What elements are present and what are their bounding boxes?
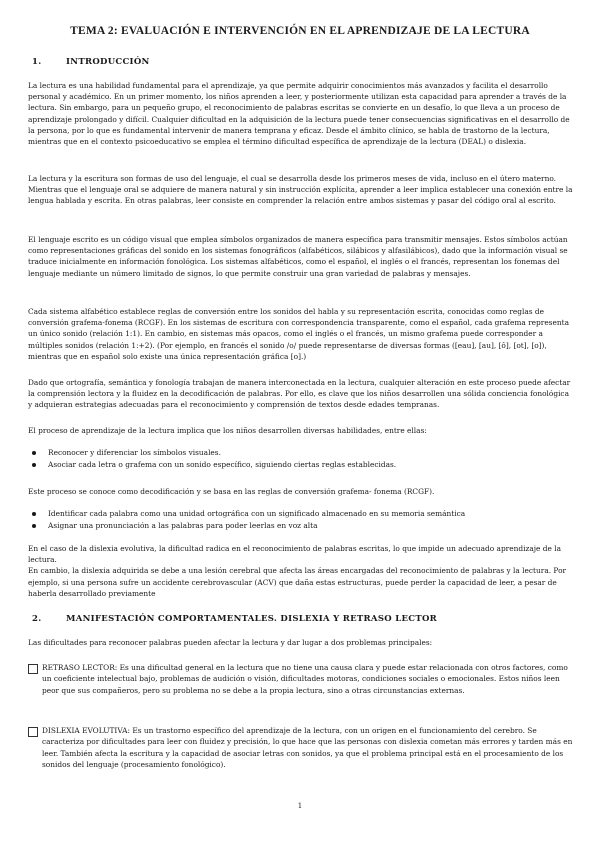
paragraph-8a-text: En el caso de la dislexia evolutiva, la dificultad radica en el reconocimiento de palabras escritas, lo que impide un adecuado aprendizaje de la lectura. (28, 544, 561, 565)
section-1-number: 1. (32, 57, 42, 67)
paragraph-5 (28, 377, 574, 411)
paragraph-8b-text: En cambio, la dislexia adquirida se debe a una lesión cerebral que afecta las áreas encargadas del reconocimiento de palabras y la lectura. Por ejemplo, si una persona sufre un accidente cerebrovascular (ACV) que daña estas estructuras, puede perder la capacidad de leer, a pesar de haberla desarrollado previamente (28, 566, 567, 598)
bullet-icon (32, 512, 36, 516)
paragraph-1-text: La lectura es una habilidad fundamental para el aprendizaje, ya que permite adquirir conocimientos más avanzados y facilita el desarrollo personal y académico. En un primer momento, los niños aprenden a leer, y posteriormente utilizan esta capacidad para aprender a través de la lectura. Sin embargo, para un pequeño grupo, el reconocimiento de palabras escritas se convierte en un desafío, lo que lleva a un proceso de aprendizaje prolongado y difícil. Cualquier dificultad en la adquisición de la lectura puede tener consecuencias significativas en el desarrollo de la persona, por lo que es fundamental intervenir de manera temprana y eficaz. Desde el ámbito clínico, se habla de trastorno de la lectura, mientras que en el contexto psicoeducativo se emplea el término dificultad específica de aprendizaje de la lectura (DEAL) o dislexia. (28, 81, 570, 147)
paragraph-6-text: El proceso de aprendizaje de la lectura implica que los niños desarrollen diversas habilidades, entre ellas: (28, 426, 427, 435)
checklist-item-dislexia-evolutiva (28, 725, 574, 771)
document-title: TEMA 2: EVALUACIÓN E INTERVENCIÓN EN EL APRENDIZAJE DE LA LECTURA (70, 25, 530, 37)
checklist-item-retraso-lector (28, 662, 574, 696)
paragraph-4 (28, 306, 574, 362)
section-2-intro (28, 637, 574, 648)
paragraph-2 (28, 173, 574, 207)
list-item (28, 459, 574, 471)
paragraph-3-text: El lenguaje escrito es un código visual que emplea símbolos organizados de manera específica para transmitir mensajes. Estos símbolos actúan como representaciones gráficas del sonido en los sistemas fonográficos (alfabéticos, silábicos y alfasilábicos), dado que la información visual se traduce inicialmente en información fonológica. Los sistemas alfabéticos, como el español, el inglés o el francés, representan los fonemas del lenguaje mediante un número limitado de signos, lo que permite construir una gran variedad de palabras y mensajes. (28, 235, 568, 278)
bullet-list-1 (28, 447, 574, 470)
paragraph-5-text: Dado que ortografía, semántica y fonología trabajan de manera interconectada en la lectura, cualquier alteración en este proceso puede afectar la comprensión lectora y la fluidez en la decodificación de palabras. Por ello, es clave que los niños desarrollen una sólida conciencia fonológica y adquieran estrategias adecuadas para el reconocimiento y comprensión de textos desde edades tempranas. (28, 378, 571, 410)
checkbox-icon (28, 664, 38, 674)
bullet-list-2 (28, 508, 574, 531)
bullet-icon (32, 463, 36, 467)
section-2-heading (30, 614, 437, 624)
section-2-title: MANIFESTACIÓN COMPORTAMENTALES. DISLEXIA Y RETRASO LECTOR (66, 614, 438, 624)
paragraph-1 (28, 80, 574, 147)
paragraph-7-text: Este proceso se conoce como decodificación y se basa en las reglas de conversión grafema- fonema (RCGF). (28, 487, 435, 496)
list-item-text: Reconocer y diferenciar los símbolos visuales. (48, 448, 221, 457)
list-item (28, 520, 574, 532)
list-item-text: Asociar cada letra o grafema con un sonido específico, siguiendo ciertas reglas establecidas. (48, 459, 397, 469)
paragraph-4-text: Cada sistema alfabético establece reglas de conversión entre los sonidos del habla y su representación escrita, conocidas como reglas de conversión grafema-fonema (RCGF). En los sistemas de escritura con correspondencia transparente, como el español, cada grafema representa un único sonido (relación 1:1). En cambio, en sistemas más opacos, como el inglés o el francés, un mismo grafema puede corresponder a múltiples sonidos (relación 1:+2). (Por ejemplo, en francés el sonido /o/ puede representarse de diversas formas ([eau], [au], [ô], [ot], [o]), mientras que en español solo existe una única representación gráfica [o].) (28, 307, 569, 361)
list-item-text: Identificar cada palabra como una unidad ortográfica con un significado almacenado en su memoria semántica (48, 509, 466, 518)
section-1-heading (30, 57, 150, 67)
section-2-number: 2. (32, 614, 42, 624)
checklist-item-text: RETRASO LECTOR: Es una dificultad general en la lectura que no tiene una causa clara y puede estar relacionada con otros factores, como un coeficiente intelectual bajo, problemas de audición o visión, dificultades motoras, condiciones sociales o emocionales. Estos niños leen peor que sus compañeros, pero su problema no se debe a la propia lectura, sino a otras circunstancias externas. (42, 663, 568, 695)
bullet-icon (32, 451, 36, 455)
section-1-title: INTRODUCCIÓN (66, 57, 150, 67)
paragraph-8 (28, 543, 574, 599)
list-item-text: Asignar una pronunciación a las palabras para poder leerlas en voz alta (48, 520, 318, 530)
bullet-icon (32, 524, 36, 528)
paragraph-2-text: La lectura y la escritura son formas de uso del lenguaje, el cual se desarrolla desde los primeros meses de vida, incluso en el útero materno. Mientras que el lenguaje oral se adquiere de manera natural y sin instrucción explícita, aprender a leer implica establecer una conexión entre la lengua hablada y escrita. En otras palabras, leer consiste en comprender la relación entre ambos sistemas y pasar del código oral al escrito. (28, 174, 573, 206)
checklist-item-text: DISLEXIA EVOLUTIVA: Es un trastorno específico del aprendizaje de la lectura, con un origen en el funcionamiento del cerebro. Se caracteriza por dificultades para leer con fluidez y precisión, lo que hace que las personas con dislexia cometan más errores y tarden más en leer. También afecta la escritura y la capacidad de asociar letras con sonidos, ya que el problema principal está en el procesamiento de los sonidos del lenguaje (procesamiento fonológico). (42, 726, 573, 770)
list-item (28, 447, 574, 459)
checkbox-icon (28, 727, 38, 737)
paragraph-7 (28, 486, 574, 497)
paragraph-6 (28, 425, 574, 436)
list-item (28, 508, 574, 520)
page-number: 1 (297, 802, 303, 810)
paragraph-3 (28, 234, 574, 279)
section-2-intro-text: Las dificultades para reconocer palabras pueden afectar la lectura y dar lugar a dos problemas principales: (28, 638, 433, 647)
